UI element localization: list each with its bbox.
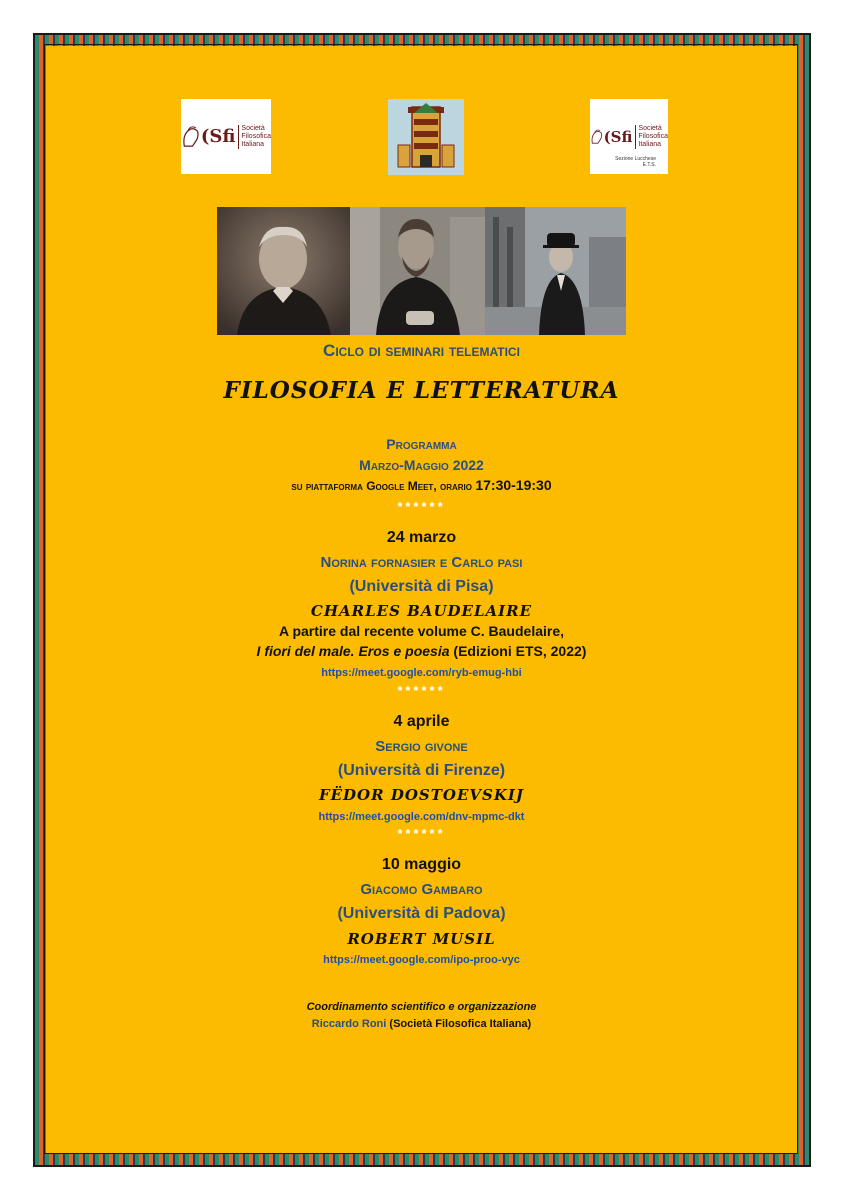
sfi-logo-right [590, 99, 668, 174]
seminar-description: A partire dal recente volume C. Baudelaire, [278, 623, 565, 639]
seminar-link-wrap [0, 663, 843, 681]
separator: ****** [397, 683, 446, 698]
book-publisher: (Edizioni ETS, 2022) [449, 643, 587, 659]
seminar-topic: CHARLES BAUDELAIRE [310, 602, 533, 620]
coordination-label: Coordinamento scientifico e organizzazione [306, 1001, 537, 1013]
book-title: I fiori del male. Eros e poesia [256, 643, 450, 659]
seminar-date: 10 maggio [381, 856, 462, 873]
logo-text [635, 125, 668, 149]
main-title: FILOSOFIA E LETTERATURA [223, 377, 620, 404]
logo-subtitle [615, 156, 656, 168]
tower-logo [388, 99, 464, 175]
tower-emblem-icon [390, 101, 462, 173]
logo-mark: (Sfi [200, 126, 236, 147]
separator: ****** [397, 826, 446, 841]
helmet-icon [181, 122, 201, 152]
meet-link[interactable]: https://meet.google.com/dnv-mpmc-dkt [318, 811, 525, 823]
coordination-credit [0, 1018, 843, 1030]
seminar-date: 24 marzo [386, 529, 457, 546]
seminar-speakers: Norina fornasier e Carlo pasi [320, 554, 523, 571]
portrait-musil [485, 207, 626, 335]
helmet-icon [590, 123, 604, 151]
program-time: 17:30-19:30 [475, 477, 552, 493]
portrait-baudelaire [217, 207, 350, 335]
logo-sub-line: Sezione Lucchese [615, 156, 656, 162]
seminar-speakers: Giacomo Gambaro [360, 881, 483, 898]
seminar-topic: FËDOR DOSTOEVSKIJ [318, 786, 525, 804]
program-platform [0, 477, 843, 493]
series-title: Ciclo di seminari telematici [323, 341, 520, 360]
seminar-description-line2 [0, 643, 843, 659]
logo-text-line: Società [638, 124, 662, 132]
logo-text-line: Italiana [638, 140, 661, 148]
logo-sub-line: E.T.S. [642, 162, 656, 168]
seminar-speakers: Sergio givone [375, 738, 468, 755]
seminar-link-wrap [0, 807, 843, 825]
logo-text-line: Filosofica [241, 132, 271, 140]
platform-text: su piattaforma Google Meet, orario [291, 479, 476, 493]
logo-text-line: Filosofica [638, 132, 668, 140]
logo-text-line: Società [241, 124, 265, 132]
seminar-affiliation: (Università di Firenze) [337, 762, 506, 779]
seminar-topic: ROBERT MUSIL [347, 930, 496, 948]
logo-text-line: Italiana [241, 140, 264, 148]
coordinator-org: (Società Filosofica Italiana) [386, 1018, 532, 1030]
program-period: Marzo-Maggio 2022 [359, 457, 484, 473]
seminar-link-wrap [0, 950, 843, 968]
logo-mark: (Sfi [603, 127, 633, 146]
seminar-affiliation: (Università di Padova) [337, 905, 506, 922]
meet-link[interactable]: https://meet.google.com/ryb-emug-hbi [321, 667, 522, 679]
seminar-date: 4 aprile [393, 713, 450, 730]
meet-link[interactable]: https://meet.google.com/ipo-proo-vyc [323, 954, 520, 966]
portrait-strip [217, 207, 626, 335]
separator: ****** [397, 499, 446, 514]
program-label: Programma [386, 436, 457, 452]
logo-text [238, 125, 271, 149]
portrait-dostoevskij [350, 207, 485, 335]
seminar-affiliation: (Università di Pisa) [349, 578, 494, 595]
sfi-logo-left [181, 99, 271, 174]
coordinator-name: Riccardo Roni [311, 1018, 387, 1030]
